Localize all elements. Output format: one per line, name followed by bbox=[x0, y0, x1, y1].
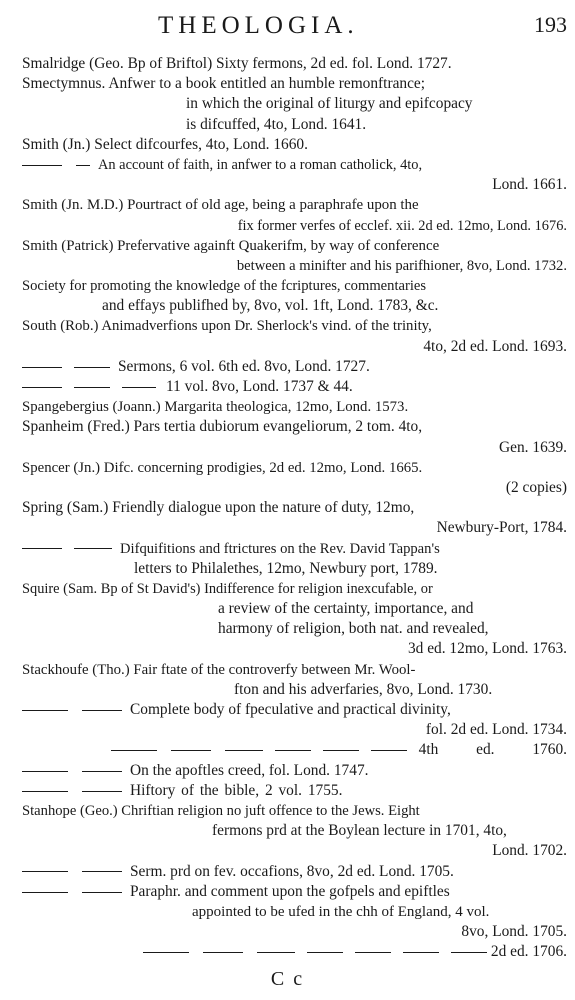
ditto-dash bbox=[111, 750, 157, 751]
entry-line: Sermons, 6 vol. 6th ed. 8vo, Lond. 1727. bbox=[22, 357, 567, 377]
ditto-dash bbox=[76, 165, 90, 166]
entry-line: Smith (Jn. M.D.) Pourtract of old age, being a paraphrafe upon the bbox=[22, 197, 419, 214]
entry-line: Lond. 1661. bbox=[492, 176, 567, 194]
entry-line: Difquifitions and ftrictures on the Rev. David Tappan's bbox=[22, 539, 567, 559]
entry-line: between a minifter and his parifhioner, 8vo, Lond. 1732. bbox=[236, 257, 567, 274]
ditto-dash bbox=[275, 750, 311, 751]
entry-line: Society for promoting the knowledge of the fcriptures, commentaries bbox=[22, 278, 427, 295]
ditto-dash bbox=[203, 952, 243, 953]
entry-line: 4to, 2d ed. Lond. 1693. bbox=[423, 337, 567, 355]
entry-line: Spring (Sam.) Friendly dialogue upon the nature of duty, 12mo, bbox=[22, 499, 415, 517]
entry-line: appointed to be ufed in the chh of England, 4 vol. bbox=[192, 903, 490, 920]
entry-line: Hiftory of the bible, 2 vol. 1755. bbox=[22, 781, 567, 801]
entry-line: South (Rob.) Animadverfions upon Dr. Sherlock's vind. of the trinity, bbox=[22, 318, 432, 335]
entry-line: Smectymnus. Anfwer to a book entitled an humble remonftrance; bbox=[22, 75, 426, 93]
signature-mark: C c bbox=[270, 968, 305, 990]
entry-line: Squire (Sam. Bp of St David's) Indifference for religion inexcufable, or bbox=[22, 580, 433, 597]
ditto-dash bbox=[403, 952, 439, 953]
entry-line: fix former verfes of ecclef. xii. 2d ed. 12mo, Lond. 1676. bbox=[237, 217, 567, 234]
ditto-dash bbox=[355, 952, 391, 953]
ditto-dash bbox=[307, 952, 343, 953]
entry-line: Lond. 1702. bbox=[492, 842, 567, 860]
page-number: 193 bbox=[534, 12, 567, 37]
entry-line: 2d ed. 1706. bbox=[22, 942, 567, 962]
entry-line: Smith (Patrick) Prefervative againft Quakerifm, by way of conference bbox=[22, 237, 440, 254]
ditto-dash bbox=[257, 952, 295, 953]
entry-line: fermons prd at the Boylean lecture in 1701, 4to, bbox=[212, 822, 507, 840]
entry-line: fol. 2d ed. Lond. 1734. bbox=[425, 721, 567, 739]
ditto-dash bbox=[323, 750, 359, 751]
entry-line: letters to Philalethes, 12mo, Newbury port, 1789. bbox=[134, 559, 438, 577]
entry-line: harmony of religion, both nat. and revealed, bbox=[218, 620, 489, 638]
ditto-dash bbox=[22, 710, 68, 711]
entry-line: Spanheim (Fred.) Pars tertia dubiorum evangeliorum, 2 tom. 4to, bbox=[22, 418, 423, 436]
entry-line: 11 vol. 8vo, Lond. 1737 & 44. bbox=[22, 377, 567, 397]
entry-line: An account of faith, in anfwer to a roman catholick, 4to, bbox=[22, 155, 567, 175]
ditto-dash bbox=[451, 952, 487, 953]
entry-line: 4th ed. 1760. bbox=[22, 740, 567, 760]
entry-line: Gen. 1639. bbox=[499, 438, 567, 456]
ditto-dash bbox=[82, 771, 122, 772]
entry-line: Spencer (Jn.) Difc. concerning prodigies, 2d ed. 12mo, Lond. 1665. bbox=[22, 459, 423, 476]
ditto-dash bbox=[82, 791, 122, 792]
entry-line: (2 copies) bbox=[505, 478, 567, 496]
ditto-dash bbox=[22, 871, 68, 872]
page-footer bbox=[0, 968, 575, 991]
entry-line: a review of the certainty, importance, and bbox=[218, 600, 474, 618]
ditto-dash bbox=[22, 387, 62, 388]
entry-line: Spangebergius (Joann.) Margarita theologica, 12mo, Lond. 1573. bbox=[22, 399, 409, 416]
entry-line: On the apoftles creed, fol. Lond. 1747. bbox=[22, 761, 567, 781]
ditto-dash bbox=[225, 750, 263, 751]
entry-line: 3d ed. 12mo, Lond. 1763. bbox=[407, 640, 567, 658]
entry-line: Stackhoufe (Tho.) Fair ftate of the controverfy between Mr. Wool- bbox=[22, 661, 416, 678]
ditto-dash bbox=[171, 750, 211, 751]
catalogue-entries bbox=[22, 54, 567, 962]
ditto-dash bbox=[82, 892, 122, 893]
page-header bbox=[0, 8, 575, 42]
ditto-dash bbox=[22, 165, 62, 166]
ditto-dash bbox=[74, 387, 110, 388]
entry-line: Serm. prd on fev. occafions, 8vo, 2d ed. Lond. 1705. bbox=[22, 862, 567, 882]
entry-line: 8vo, Lond. 1705. bbox=[461, 923, 567, 941]
ditto-dash bbox=[371, 750, 407, 751]
ditto-dash bbox=[143, 952, 189, 953]
ditto-dash bbox=[22, 548, 62, 549]
entry-line: Paraphr. and comment upon the gofpels and epiftles bbox=[22, 882, 567, 902]
ditto-dash bbox=[22, 367, 62, 368]
running-title: THEOLOGIA. bbox=[158, 12, 359, 39]
entry-line: Complete body of fpeculative and practical divinity, bbox=[22, 700, 567, 720]
entry-line: Stanhope (Geo.) Chriftian religion no juft offence to the Jews. Eight bbox=[22, 802, 420, 819]
ditto-dash bbox=[122, 387, 156, 388]
ditto-dash bbox=[74, 548, 112, 549]
entry-line: fton and his adverfaries, 8vo, Lond. 1730. bbox=[234, 680, 493, 698]
ditto-dash bbox=[82, 710, 122, 711]
entry-line: in which the original of liturgy and epifcopacy bbox=[186, 95, 473, 113]
ditto-dash bbox=[22, 791, 68, 792]
ditto-dash bbox=[82, 871, 122, 872]
entry-line: is difcuffed, 4to, Lond. 1641. bbox=[186, 115, 367, 133]
entry-line: Smalridge (Geo. Bp of Briftol) Sixty fermons, 2d ed. fol. Lond. 1727. bbox=[22, 55, 452, 72]
ditto-dash bbox=[74, 367, 110, 368]
entry-line: Smith (Jn.) Select difcourfes, 4to, Lond. 1660. bbox=[22, 135, 308, 153]
ditto-dash bbox=[22, 892, 68, 893]
ditto-dash bbox=[22, 771, 68, 772]
entry-line: and effays publifhed by, 8vo, vol. 1ft, Lond. 1783, &c. bbox=[102, 297, 439, 315]
entry-line: Newbury-Port, 1784. bbox=[436, 519, 567, 537]
